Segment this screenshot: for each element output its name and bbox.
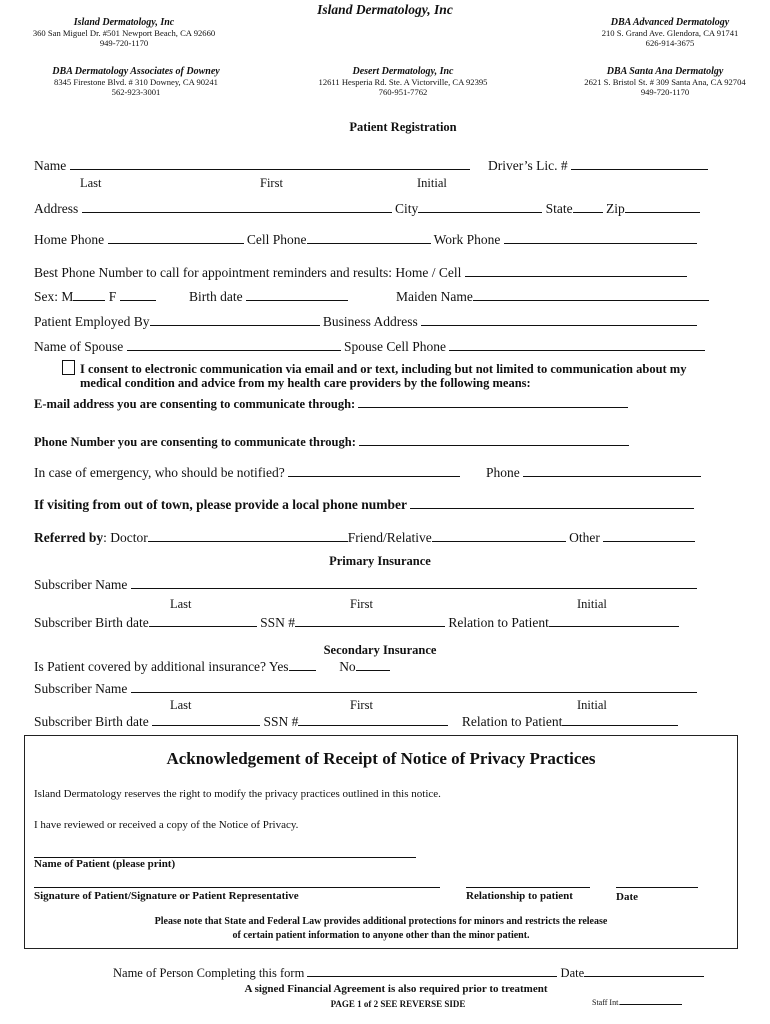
- business-address-label: Business Address: [322, 314, 418, 329]
- office-glendora: [570, 17, 770, 48]
- city-label: City: [395, 201, 419, 216]
- zip-field[interactable]: [625, 201, 700, 213]
- office-phone: 626-914-3675: [645, 38, 695, 48]
- work-phone-field[interactable]: [504, 232, 697, 244]
- phone-consent-label: Phone Number you are consenting to communicate through:: [34, 435, 356, 449]
- office-phone: 949-720-1170: [640, 87, 690, 97]
- primary-ssn-field[interactable]: [295, 615, 445, 627]
- footer-date-field[interactable]: [584, 965, 704, 977]
- home-phone-field[interactable]: [108, 232, 244, 244]
- minors-note-1: Please note that State and Federal Law provides additional protections for minors and restricts the release: [154, 916, 608, 927]
- email-consent-field[interactable]: [358, 396, 628, 408]
- work-phone-label: Work Phone: [433, 232, 501, 247]
- state-label: State: [545, 201, 573, 216]
- phones-row: [34, 232, 697, 248]
- female-label: F: [108, 289, 117, 304]
- date-field[interactable]: [616, 876, 698, 888]
- letterhead-title: Island Dermatology, Inc: [317, 2, 453, 17]
- out-of-town-field[interactable]: [410, 497, 694, 509]
- consent-text-2: medical condition and advice from my health care providers by the following means:: [80, 376, 531, 390]
- secondary-first-caption: First: [350, 698, 373, 712]
- yes-field[interactable]: [289, 659, 316, 671]
- primary-details-row: [34, 615, 679, 631]
- office-address: 210 S. Grand Ave. Glendora, CA 91741: [601, 28, 739, 38]
- subscriber-birth-label: Subscriber Birth date: [34, 714, 149, 729]
- friend-label: Friend/Relative: [347, 530, 432, 545]
- referred-row: [34, 530, 695, 546]
- primary-first-caption: First: [350, 597, 373, 611]
- office-name: Island Dermatology, Inc: [73, 17, 175, 28]
- birth-date-field[interactable]: [246, 289, 348, 301]
- employed-by-label: Patient Employed By: [34, 314, 150, 329]
- office-address: 360 San Miguel Dr. #501 Newport Beach, CA 92660: [32, 28, 216, 38]
- state-field[interactable]: [573, 201, 603, 213]
- secondary-ssn-field[interactable]: [298, 714, 448, 726]
- minors-note-2: of certain patient information to anyone other than the minor patient.: [232, 930, 530, 941]
- patient-name-print-field[interactable]: [34, 846, 416, 858]
- office-address: 12611 Hesperia Rd. Ste. A Victorville, CA 92395: [318, 77, 488, 87]
- emergency-label: In case of emergency, who should be notified?: [34, 465, 285, 480]
- office-name: DBA Dermatology Associates of Downey: [52, 66, 220, 77]
- other-field[interactable]: [603, 530, 695, 542]
- privacy-line-2: I have reviewed or received a copy of the Notice of Privacy.: [34, 819, 299, 831]
- office-newport: [4, 17, 244, 48]
- out-of-town-label: If visiting from out of town, please provide a local phone number: [34, 497, 407, 512]
- secondary-last-caption: Last: [170, 698, 192, 712]
- best-phone-row: [34, 265, 687, 281]
- spouse-name-label: Name of Spouse: [34, 339, 124, 354]
- phone-consent-field[interactable]: [359, 434, 629, 446]
- email-consent-row: [34, 396, 628, 412]
- birth-date-label: Birth date: [189, 289, 243, 304]
- secondary-initial-caption: Initial: [577, 698, 607, 712]
- drivers-lic-label: Driver’s Lic. #: [488, 158, 568, 173]
- footer-date-label: Date: [560, 966, 585, 980]
- office-santa-ana: [560, 66, 770, 97]
- office-phone: 562-923-3001: [111, 87, 161, 97]
- sex-row: [34, 289, 156, 305]
- office-name: DBA Santa Ana Dermatolgy: [606, 66, 724, 77]
- emergency-row: [34, 465, 460, 481]
- secondary-birth-field[interactable]: [152, 714, 260, 726]
- form-title: Patient Registration: [349, 120, 457, 134]
- emergency-phone-label: Phone: [486, 465, 520, 480]
- emergency-phone-row: [486, 465, 701, 481]
- signature-label: Signature of Patient/Signature or Patient Representative: [34, 890, 299, 902]
- patient-name-print-label: Name of Patient (please print): [34, 858, 176, 870]
- best-phone-label: Best Phone Number to call for appointment reminders and results: Home / Cell: [34, 265, 462, 280]
- financial-agreement-note: A signed Financial Agreement is also required prior to treatment: [244, 983, 548, 995]
- employer-row: [34, 314, 697, 330]
- subscriber-name-label: Subscriber Name: [34, 577, 128, 592]
- primary-subscriber-row: [34, 577, 697, 593]
- secondary-subscriber-name-field[interactable]: [131, 681, 697, 693]
- relation-label: Relation to Patient: [448, 615, 549, 630]
- completing-label: Name of Person Completing this form: [113, 966, 305, 980]
- best-phone-field[interactable]: [465, 265, 687, 277]
- no-label: No: [339, 659, 356, 674]
- office-name: Desert Dermatology, Inc: [352, 66, 454, 77]
- female-field[interactable]: [120, 289, 156, 301]
- office-downey: [16, 66, 256, 97]
- ssn-label: SSN #: [263, 714, 299, 729]
- drivers-lic-row: [488, 158, 708, 174]
- doctor-field[interactable]: [148, 530, 348, 542]
- city-field[interactable]: [418, 201, 542, 213]
- spouse-cell-label: Spouse Cell Phone: [343, 339, 446, 354]
- maiden-name-label: Maiden Name: [396, 289, 473, 304]
- referred-by-label: Referred by: [34, 530, 104, 545]
- spouse-cell-field[interactable]: [449, 339, 705, 351]
- name-field[interactable]: [70, 158, 470, 170]
- completing-field[interactable]: [307, 965, 557, 977]
- sex-label: Sex:: [34, 289, 59, 304]
- secondary-subscriber-row: [34, 681, 697, 697]
- ssn-label: SSN #: [260, 615, 295, 630]
- address-field[interactable]: [82, 201, 392, 213]
- doctor-label: : Doctor: [103, 530, 148, 545]
- maiden-name-row: [396, 289, 709, 305]
- name-first-caption: First: [260, 176, 283, 190]
- staff-initials-field[interactable]: [620, 996, 682, 1005]
- relationship-field[interactable]: [466, 876, 590, 888]
- no-field[interactable]: [356, 659, 390, 671]
- primary-relation-field[interactable]: [549, 615, 679, 627]
- office-phone: 949-720-1170: [99, 38, 149, 48]
- office-address: 2621 S. Bristol St. # 309 Santa Ana, CA 92704: [584, 77, 746, 87]
- spouse-row: [34, 339, 705, 355]
- name-initial-caption: Initial: [417, 176, 447, 190]
- cell-phone-label: Cell Phone: [246, 232, 307, 247]
- completing-row: [113, 965, 704, 981]
- phone-consent-row: [34, 434, 629, 450]
- office-victorville: [288, 66, 518, 97]
- secondary-insurance-heading: Secondary Insurance: [323, 643, 437, 657]
- maiden-name-field[interactable]: [473, 289, 709, 301]
- primary-last-caption: Last: [170, 597, 192, 611]
- additional-insurance-label: Is Patient covered by additional insurance? Yes: [34, 659, 289, 674]
- page-number: PAGE 1 of 2 SEE REVERSE SIDE: [330, 999, 466, 1009]
- office-phone: 760-951-7762: [378, 87, 428, 97]
- business-address-field[interactable]: [421, 314, 697, 326]
- emergency-phone-field[interactable]: [523, 465, 701, 477]
- additional-insurance-row: [34, 659, 390, 675]
- office-name: DBA Advanced Dermatology: [610, 17, 730, 28]
- subscriber-name-label: Subscriber Name: [34, 681, 128, 696]
- secondary-relation-field[interactable]: [562, 714, 678, 726]
- birth-date-row: [189, 289, 348, 305]
- primary-birth-field[interactable]: [149, 615, 257, 627]
- relationship-label: Relationship to patient: [466, 890, 573, 902]
- spouse-name-field[interactable]: [127, 339, 341, 351]
- home-phone-label: Home Phone: [34, 232, 105, 247]
- name-label: Name: [34, 158, 67, 173]
- email-consent-label: E-mail address you are consenting to communicate through:: [34, 397, 356, 411]
- other-label: Other: [569, 530, 600, 545]
- subscriber-birth-label: Subscriber Birth date: [34, 615, 149, 630]
- primary-initial-caption: Initial: [577, 597, 607, 611]
- date-label: Date: [616, 891, 638, 903]
- cell-phone-field[interactable]: [307, 232, 431, 244]
- male-field[interactable]: [73, 289, 105, 301]
- consent-checkbox[interactable]: [62, 360, 75, 375]
- consent-line-1: [62, 360, 686, 377]
- signature-field[interactable]: [34, 876, 440, 888]
- staff-initials-label: Staff Int.: [592, 998, 621, 1007]
- employed-by-field[interactable]: [150, 314, 320, 326]
- address-label: Address: [34, 201, 79, 216]
- name-row: [34, 158, 470, 174]
- privacy-line-1: Island Dermatology reserves the right to modify the privacy practices outlined in this notice.: [34, 788, 441, 800]
- primary-subscriber-name-field[interactable]: [131, 577, 697, 589]
- zip-label: Zip: [606, 201, 625, 216]
- staff-initials-row: [592, 996, 682, 1007]
- emergency-field[interactable]: [288, 465, 460, 477]
- address-row: [34, 201, 700, 217]
- consent-text-1: I consent to electronic communication via email and or text, including but not limited to communication about my: [80, 362, 687, 376]
- office-address: 8345 Firestone Blvd. # 310 Downey, CA 90241: [54, 77, 218, 87]
- out-of-town-row: [34, 497, 694, 513]
- secondary-details-row: [34, 714, 678, 730]
- name-last-caption: Last: [80, 176, 102, 190]
- drivers-lic-field[interactable]: [571, 158, 708, 170]
- male-label: M: [61, 289, 74, 304]
- friend-field[interactable]: [432, 530, 566, 542]
- privacy-title: Acknowledgement of Receipt of Notice of Privacy Practices: [166, 749, 596, 768]
- primary-insurance-heading: Primary Insurance: [329, 554, 431, 568]
- relation-label: Relation to Patient: [461, 714, 563, 729]
